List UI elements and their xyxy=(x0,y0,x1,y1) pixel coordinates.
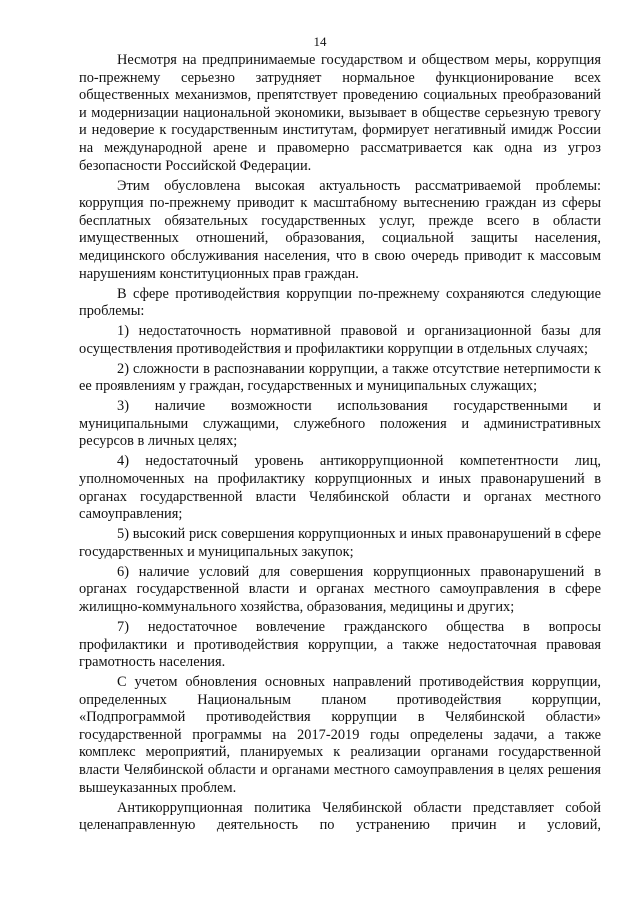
list-item-problem-1: 1) недостаточность нормативной правовой и организационной базы для осуществления противодействия и профилактики коррупции в отдельных случаях; xyxy=(79,323,601,357)
paragraph-problems-intro: В сфере противодействия коррупции по-прежнему сохраняются следующие проблемы: xyxy=(79,285,601,320)
page-number: 14 xyxy=(313,34,327,49)
paragraph-problem-relevance: Этим обусловлена высокая актуальность рассматриваемой проблемы: коррупция по-прежнему приводит к масштабному вытеснению граждан из сферы бесплатных обязательных государственных услуг, прежде всего в области имущественных отношений, образования, социальной защиты населения, медицинского обслуживания населения, что в свою очередь приводит к массовым нарушениям конституционных прав граждан. xyxy=(79,177,601,282)
list-item-problem-2: 2) сложности в распознавании коррупции, а также отсутствие нетерпимости к ее проявлениям у граждан, государственных и муниципальных служащих; xyxy=(79,360,601,395)
list-item-problem-7: 7) недостаточное вовлечение гражданского общества в вопросы профилактики и противодействия коррупции, а также недостаточная правовая грамотность населения. xyxy=(79,618,601,671)
list-item-problem-6: 6) наличие условий для совершения коррупционных правонарушений в органах государственной власти и органах местного самоуправления в сфере жилищно-коммунального хозяйства, образования, медицины и других; xyxy=(79,563,601,615)
list-item-problem-4: 4) недостаточный уровень антикоррупционной компетентности лиц, уполномоченных на профилактику коррупционных и иных правонарушений в органах государственной власти Челябинской области и органах местного самоуправления; xyxy=(79,453,601,523)
paragraph-program-tasks: С учетом обновления основных направлений противодействия коррупции, определенных Национальным планом противодействия коррупции, «Подпрограммой противодействия коррупции в Челябинской области» государственной программы на 2017-2019 годы определены задачи, а также комплекс мероприятий, планируемых к реализации органами государственной власти Челябинской области и органами местного самоуправления в целях решения вышеуказанных проблем. xyxy=(79,674,601,796)
body-text xyxy=(79,52,601,837)
paragraph-anticorruption-policy: Антикоррупционная политика Челябинской области представляет собой целенаправленную деятельность по устранению причин и условий, xyxy=(79,799,601,834)
list-item-problem-5: 5) высокий риск совершения коррупционных и иных правонарушений в сфере государственных и муниципальных закупок; xyxy=(79,526,601,560)
list-item-problem-3: 3) наличие возможности использования государственными и муниципальными служащими, служебного положения и административных ресурсов в личных целях; xyxy=(79,398,601,450)
paragraph-corruption-impact: Несмотря на предпринимаемые государством и обществом меры, коррупция по-прежнему серьезно затрудняет нормальное функционирование всех общественных механизмов, препятствует проведению социальных преобразований и модернизации национальной экономики, вызывает в обществе серьезную тревогу и недоверие к государственным институтам, формирует негативный имидж России на международной арене и правомерно рассматривается как одна из угроз безопасности Российской Федерации. xyxy=(79,52,601,174)
